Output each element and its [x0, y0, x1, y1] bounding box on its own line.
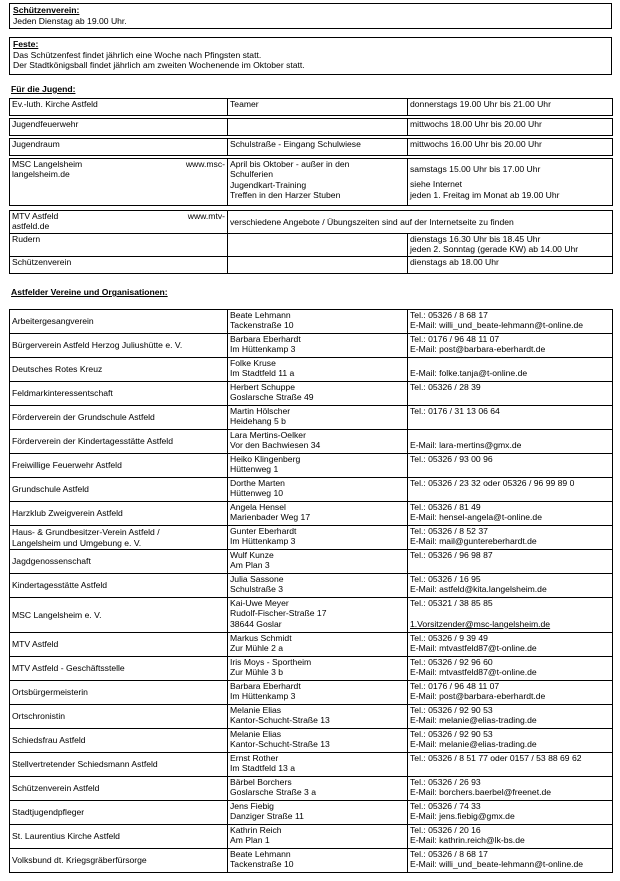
phone-email-cell [408, 633, 613, 657]
contact-cell [228, 705, 408, 729]
contact-person: Markus Schmidt [230, 633, 292, 643]
contact-person: Beate Lehmann [230, 849, 291, 859]
jugend-web-cont: langelsheim.de [12, 169, 70, 180]
contact-cell [228, 454, 408, 478]
contact-address: Im Stadtfeld 11 a [230, 368, 295, 379]
jugend-info-cell [228, 159, 408, 206]
phone-email-cell [408, 382, 613, 406]
contact-cell [228, 502, 408, 526]
jugend-info [228, 257, 408, 274]
contact-person: Martin Hölscher [230, 406, 291, 416]
jugend-name-cell [10, 211, 228, 234]
contact-address: Zur Mühle 3 b [230, 667, 284, 678]
jugend-info: Teamer [228, 99, 408, 116]
email-text: E-Mail: kathrin.reich@lk-bs.de [410, 835, 525, 846]
phone-text: Tel.: 0176 / 96 48 11 07 [410, 681, 500, 691]
org-name: Deutsches Rotes Kreuz [12, 364, 103, 375]
phone-text: Tel.: 05326 / 9 39 49 [410, 633, 488, 643]
empty-line [410, 416, 610, 426]
org-name-cell [10, 334, 228, 358]
email-text: E-Mail: mtvastfeld87@t-online.de [410, 667, 537, 678]
contact-cell [228, 406, 408, 430]
jugend-time-cell [408, 159, 613, 206]
feste-line-2: Der Stadtkönigsball findet jährlich am zweiten Wochenende im Oktober statt. [13, 60, 305, 70]
table-row [10, 825, 613, 849]
contact-cell [228, 801, 408, 825]
phone-email-cell [408, 598, 613, 633]
phone-email-cell [408, 502, 613, 526]
org-name-cell [10, 502, 228, 526]
phone-email-cell [408, 334, 613, 358]
org-name-cell [10, 478, 228, 502]
org-name: Langelsheim und Umgebung e. V. [12, 537, 142, 548]
org-name: Jagdgenossenschaft [12, 556, 91, 567]
jugend-time: mittwochs 16.00 Uhr bis 20.00 Uhr [408, 139, 613, 156]
phone-text: Tel.: 05326 / 8 68 17 [410, 310, 488, 320]
org-name: Grundschule Astfeld [12, 484, 89, 495]
jugend-name: MSC Langelsheim [12, 159, 83, 169]
contact-address: Marienbader Weg 17 [230, 512, 311, 523]
vereine-table [9, 309, 613, 873]
empty-line [410, 560, 610, 570]
org-name: Feldmarkinteressentschaft [12, 388, 113, 399]
org-name: Volksbund dt. Kriegsgräberfürsorge [12, 855, 147, 866]
table-row [10, 598, 613, 633]
org-name: Ortschronistin [12, 711, 66, 722]
contact-cell [228, 598, 408, 633]
jugend-name-cell [10, 159, 228, 206]
email-text: E-Mail: jens.fiebig@gmx.de [410, 811, 515, 822]
table-row [10, 99, 613, 116]
contact-cell [228, 334, 408, 358]
jugend-name: Ev.-luth. Kirche Astfeld [10, 99, 228, 116]
table-row [10, 550, 613, 574]
contact-person: Melanie Elias [230, 729, 282, 739]
jugend-info: Schulstraße - Eingang Schulwiese [228, 139, 408, 156]
jugend-info: Treffen in den Harzer Stuben [230, 190, 341, 201]
contact-address: Tackenstraße 10 [230, 320, 294, 331]
table-row [10, 430, 613, 454]
phone-email-cell [408, 358, 613, 382]
phone-text: Tel.: 05326 / 92 90 53 [410, 729, 493, 739]
org-name: Bürgerverein Astfeld Herzog Juliushütte e. V. [12, 340, 183, 351]
jugend-time: donnerstags 19.00 Uhr bis 21.00 Uhr [408, 99, 613, 116]
table-row [10, 119, 613, 136]
contact-cell [228, 657, 408, 681]
org-name-cell [10, 358, 228, 382]
table-row [10, 526, 613, 550]
org-name-cell [10, 430, 228, 454]
contact-person: Beate Lehmann [230, 310, 291, 320]
contact-cell [228, 574, 408, 598]
contact-address: Heidehang 5 b [230, 416, 286, 427]
table-row [10, 574, 613, 598]
contact-address: Danziger Straße 11 [230, 811, 304, 822]
phone-email-cell [408, 430, 613, 454]
org-name-cell [10, 574, 228, 598]
phone-text: Tel.: 05326 / 8 68 17 [410, 849, 488, 859]
table-row [10, 478, 613, 502]
jugend-info [228, 119, 408, 136]
contact-cell [228, 550, 408, 574]
org-name-cell [10, 633, 228, 657]
org-name-cell [10, 550, 228, 574]
org-name-cell [10, 705, 228, 729]
jugend-time: samstags 15.00 Uhr bis 17.00 Uhr [410, 164, 541, 174]
schuetzenverein-box [9, 3, 612, 29]
contact-cell [228, 681, 408, 705]
jugend-info: April bis Oktober - außer in den [230, 159, 350, 169]
contact-person: Herbert Schuppe [230, 382, 295, 392]
phone-email-cell [408, 825, 613, 849]
phone-email-cell [408, 777, 613, 801]
contact-person: Folke Kruse [230, 358, 276, 368]
phone-text: Tel.: 05321 / 38 85 85 [410, 598, 493, 608]
org-name-cell [10, 598, 228, 633]
empty-line [410, 763, 610, 773]
contact-person: Gunter Eberhardt [230, 526, 297, 536]
org-name: MSC Langelsheim e. V. [12, 609, 102, 620]
phone-email-cell [408, 526, 613, 550]
contact-address: Hüttenweg 10 [230, 488, 284, 499]
contact-address: Vor den Bachwiesen 34 [230, 440, 321, 451]
table-row [10, 257, 613, 274]
org-name-cell [10, 526, 228, 550]
phone-email-cell [408, 657, 613, 681]
email-text: E-Mail: mtvastfeld87@t-online.de [410, 643, 537, 654]
contact-person: Bärbel Borchers [230, 777, 292, 787]
jugend-info: Jugendkart-Training [230, 179, 307, 190]
org-name-cell [10, 382, 228, 406]
phone-text: Tel.: 05326 / 92 90 53 [410, 705, 493, 715]
org-name-cell [10, 729, 228, 753]
empty-line [410, 464, 610, 474]
contact-cell [228, 382, 408, 406]
table-row [10, 310, 613, 334]
contact-cell [228, 729, 408, 753]
contact-cell [228, 777, 408, 801]
contact-person: Heiko Klingenberg [230, 454, 301, 464]
table-row [10, 502, 613, 526]
contact-address: Im Hüttenkamp 3 [230, 536, 296, 547]
org-name-cell [10, 310, 228, 334]
jugend-web-cont: astfeld.de [12, 221, 50, 232]
contact-person: Angela Hensel [230, 502, 286, 512]
phone-text: Tel.: 05326 / 96 98 87 [410, 550, 493, 560]
table-row [10, 382, 613, 406]
phone-email-cell [408, 705, 613, 729]
contact-address: Zur Mühle 2 a [230, 643, 284, 654]
contact-cell [228, 753, 408, 777]
jugend-time: jeden 1. Freitag im Monat ab 19.00 Uhr [410, 189, 560, 200]
contact-address: Rudolf-Fischer-Straße 17 [230, 608, 327, 619]
jugend-heading: Für die Jugend: [11, 84, 76, 94]
contact-cell [228, 358, 408, 382]
contact-address: Im Hüttenkamp 3 [230, 691, 296, 702]
contact-cell [228, 526, 408, 550]
phone-text: Tel.: 05326 / 20 16 [410, 825, 481, 835]
jugend-time: jeden 2. Sonntag (gerade KW) ab 14.00 Uhr [410, 244, 579, 255]
phone-email-cell [408, 849, 613, 873]
contact-address: Im Hüttenkamp 3 [230, 344, 296, 355]
contact-cell [228, 849, 408, 873]
vereine-heading: Astfelder Vereine und Organisationen: [11, 287, 168, 297]
feste-title: Feste: [13, 39, 39, 49]
table-row [10, 753, 613, 777]
table-row [10, 454, 613, 478]
jugend-time: mittwochs 18.00 Uhr bis 20.00 Uhr [408, 119, 613, 136]
phone-text: Tel.: 0176 / 31 13 06 64 [410, 406, 500, 416]
jugend-time: dienstags ab 18.00 Uhr [408, 257, 613, 274]
contact-address: Schulstraße 3 [230, 584, 284, 595]
phone-email-cell [408, 454, 613, 478]
email-text: 1.Vorsitzender@msc-langelsheim.de [410, 618, 551, 629]
empty-line [410, 430, 610, 440]
phone-email-cell [408, 406, 613, 430]
jugend-name: Jugendraum [10, 139, 228, 156]
contact-person: Kathrin Reich [230, 825, 282, 835]
org-name: Ortsbürgermeisterin [12, 687, 88, 698]
jugend-table [9, 98, 613, 274]
phone-email-cell [408, 753, 613, 777]
jugend-name: MTV Astfeld [12, 211, 59, 221]
contact-person: Jens Fiebig [230, 801, 274, 811]
contact-person: Kai-Uwe Meyer [230, 598, 289, 608]
org-name: Förderverein der Kindertagesstätte Astfeld [12, 436, 173, 447]
org-name: Schiedsfrau Astfeld [12, 735, 86, 746]
phone-text: Tel.: 05326 / 28 39 [410, 382, 481, 392]
contact-person: Wulf Kunze [230, 550, 274, 560]
contact-person: Dorthe Marten [230, 478, 285, 488]
empty-line [410, 358, 610, 368]
contact-address: Kantor-Schucht-Straße 13 [230, 739, 330, 750]
jugend-info: verschiedene Angebote / Übungszeiten sind auf der Internetseite zu finden [228, 211, 613, 234]
table-row [10, 633, 613, 657]
email-text: E-Mail: willi_und_beate-lehmann@t-online.de [410, 320, 584, 331]
phone-email-cell [408, 550, 613, 574]
jugend-name: Schützenverein [10, 257, 228, 274]
table-row [10, 139, 613, 156]
phone-email-cell [408, 478, 613, 502]
phone-text: Tel.: 05326 / 74 33 [410, 801, 481, 811]
table-row [10, 334, 613, 358]
org-name-cell [10, 753, 228, 777]
jugend-time: dienstags 16.30 Uhr bis 18.45 Uhr [410, 234, 541, 244]
phone-email-cell [408, 574, 613, 598]
org-name-cell [10, 777, 228, 801]
table-row [10, 159, 613, 206]
contact-address: Am Plan 1 [230, 835, 270, 846]
org-name-cell [10, 801, 228, 825]
org-name: Freiwillige Feuerwehr Astfeld [12, 460, 122, 471]
contact-address: Tackenstraße 10 [230, 859, 294, 870]
email-text: E-Mail: post@barbara-eberhardt.de [410, 344, 546, 355]
org-name: Arbeitergesangverein [12, 316, 94, 327]
phone-text: Tel.: 05326 / 81 49 [410, 502, 481, 512]
phone-text: Tel.: 05326 / 93 00 96 [410, 454, 493, 464]
jugend-name: Jugendfeuerwehr [10, 119, 228, 136]
table-row [10, 705, 613, 729]
contact-cell [228, 430, 408, 454]
contact-address: Am Plan 3 [230, 560, 270, 571]
phone-email-cell [408, 729, 613, 753]
table-row [10, 234, 613, 257]
org-name-cell [10, 849, 228, 873]
org-name-cell [10, 657, 228, 681]
contact-cell [228, 310, 408, 334]
email-text: E-Mail: melanie@elias-trading.de [410, 715, 537, 726]
phone-text: Tel.: 05326 / 16 95 [410, 574, 481, 584]
table-row [10, 681, 613, 705]
jugend-time: siehe Internet [410, 179, 463, 190]
contact-address: 38644 Goslar [230, 618, 282, 629]
feste-box [9, 37, 612, 75]
phone-text: Tel.: 0176 / 96 48 11 07 [410, 334, 500, 344]
org-name: Förderverein der Grundschule Astfeld [12, 412, 155, 423]
org-name: Kindertagesstätte Astfeld [12, 580, 108, 591]
contact-address: Im Stadtfeld 13 a [230, 763, 295, 774]
table-row [10, 801, 613, 825]
email-text: E-Mail: borchers.baerbel@freenet.de [410, 787, 552, 798]
contact-address: Hüttenweg 1 [230, 464, 279, 475]
jugend-info: Schulferien [230, 169, 273, 180]
email-text: E-Mail: willi_und_beate-lehmann@t-online.de [410, 859, 584, 870]
contact-person: Julia Sassone [230, 574, 284, 584]
org-name: St. Laurentius Kirche Astfeld [12, 831, 120, 842]
org-name-cell [10, 406, 228, 430]
email-text: E-Mail: hensel-angela@t-online.de [410, 512, 542, 523]
table-row [10, 777, 613, 801]
org-name-cell [10, 681, 228, 705]
phone-email-cell [408, 801, 613, 825]
table-row [10, 849, 613, 873]
org-name: Stellvertretender Schiedsmann Astfeld [12, 759, 158, 770]
email-text: E-Mail: astfeld@kita.langelsheim.de [410, 584, 547, 595]
email-text: E-Mail: mail@guntereberhardt.de [410, 536, 537, 547]
table-row [10, 729, 613, 753]
org-name-cell [10, 454, 228, 478]
contact-address: Goslarsche Straße 49 [230, 392, 314, 403]
phone-text: Tel.: 05326 / 8 52 37 [410, 526, 488, 536]
empty-line [410, 392, 610, 402]
jugend-name: Rudern [10, 234, 228, 257]
org-name: Stadtjugendpfleger [12, 807, 85, 818]
phone-text: Tel.: 05326 / 92 96 60 [410, 657, 493, 667]
feste-line-1: Das Schützenfest findet jährlich eine Woche nach Pfingsten statt. [13, 49, 262, 60]
email-text: E-Mail: lara-mertins@gmx.de [410, 440, 522, 451]
phone-text: Tel.: 05326 / 23 32 oder 05326 / 96 99 89 0 [410, 478, 575, 488]
schuetzenverein-line: Jeden Dienstag ab 19.00 Uhr. [13, 15, 127, 26]
schuetzenverein-title: Schützenverein: [13, 5, 80, 15]
email-text: E-Mail: folke.tanja@t-online.de [410, 368, 528, 379]
contact-cell [228, 633, 408, 657]
jugend-web: www.msc- [185, 159, 225, 169]
jugend-web: www.mtv- [187, 211, 225, 221]
contact-cell [228, 478, 408, 502]
jugend-info [228, 234, 408, 257]
contact-person: Barbara Eberhardt [230, 334, 301, 344]
phone-text: Tel.: 05326 / 26 93 [410, 777, 481, 787]
org-name: Harzklub Zweigverein Astfeld [12, 508, 123, 519]
contact-address: Kantor-Schucht-Straße 13 [230, 715, 330, 726]
org-name: MTV Astfeld [12, 639, 59, 650]
org-name-cell [10, 825, 228, 849]
org-name: MTV Astfeld - Geschäftsstelle [12, 663, 125, 674]
email-text: E-Mail: melanie@elias-trading.de [410, 739, 537, 750]
phone-text: Tel.: 05326 / 8 51 77 oder 0157 / 53 88 69 62 [410, 753, 582, 763]
org-name: Schützenverein Astfeld [12, 783, 100, 794]
table-row [10, 211, 613, 234]
empty-line [410, 488, 610, 498]
contact-person: Melanie Elias [230, 705, 282, 715]
phone-email-cell [408, 681, 613, 705]
contact-cell [228, 825, 408, 849]
contact-address: Goslarsche Straße 3 a [230, 787, 316, 798]
phone-email-cell [408, 310, 613, 334]
email-text: E-Mail: post@barbara-eberhardt.de [410, 691, 546, 702]
contact-person: Lara Mertins-Oelker [230, 430, 306, 440]
jugend-time-cell [408, 234, 613, 257]
contact-person: Ernst Rother [230, 753, 279, 763]
contact-person: Barbara Eberhardt [230, 681, 301, 691]
empty-line [410, 608, 610, 618]
table-row [10, 406, 613, 430]
org-name: Haus- & Grundbesitzer-Verein Astfeld / [12, 527, 160, 538]
contact-person: Iris Moys - Sportheim [230, 657, 312, 667]
table-row [10, 358, 613, 382]
table-row [10, 657, 613, 681]
